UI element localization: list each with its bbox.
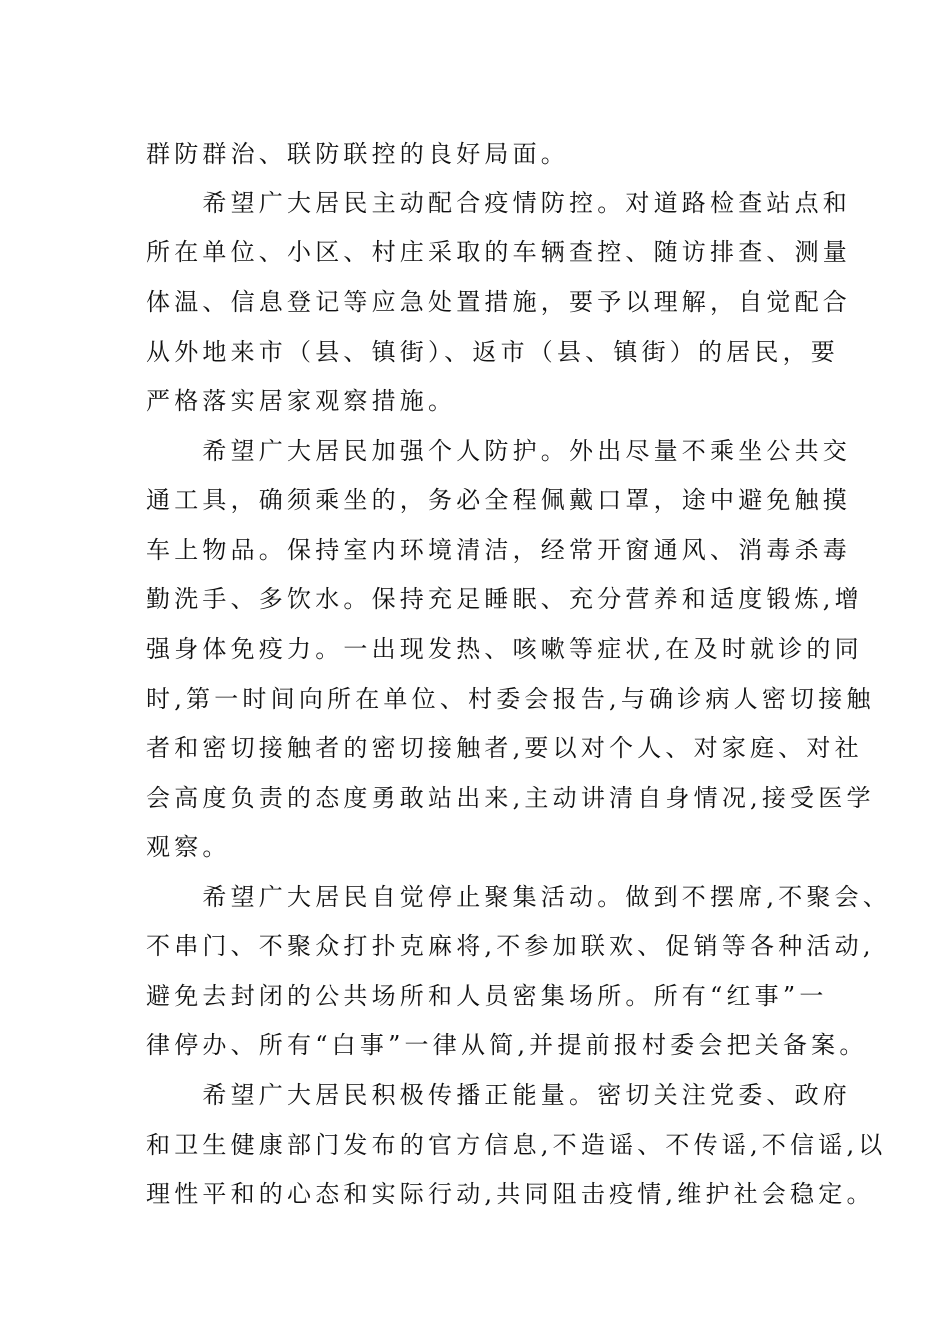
paragraph-start-line: 希望广大居民加强个人防护。外出尽量不乘坐公共交 — [146, 437, 851, 465]
text-line: 严格落实居家观察措施。 — [146, 387, 457, 415]
text-line: 律停办、所有“白事”一律从简,并提前报村委会把关备案。 — [146, 1031, 868, 1059]
text-line: 理性平和的心态和实际行动,共同阻击疫情,维护社会稳定。 — [146, 1180, 875, 1208]
text-line: 通工具，确须乘坐的，务必全程佩戴口罩，途中避免触摸 — [146, 486, 851, 514]
text-line: 车上物品。保持室内环境清洁，经常开窗通风、消毒杀毒 — [146, 536, 851, 564]
text-line: 和卫生健康部门发布的官方信息,不造谣、不传谣,不信谣,以 — [146, 1131, 887, 1159]
text-line: 强身体免疫力。一出现发热、咳嗽等症状,在及时就诊的同 — [146, 635, 863, 663]
text-line: 避免去封闭的公共场所和人员密集场所。所有“红事”一 — [146, 982, 828, 1010]
text-line: 不串门、不聚众打扑克麻将,不参加联欢、促销等各种活动, — [146, 932, 875, 960]
paragraph-start-line: 希望广大居民积极传播正能量。密切关注党委、政府 — [146, 1081, 851, 1109]
text-line: 者和密切接触者的密切接触者,要以对个人、对家庭、对社 — [146, 734, 863, 762]
paragraph-start-line: 希望广大居民主动配合疫情防控。对道路检查站点和 — [146, 189, 851, 217]
text-line: 从外地来市（县、镇街）、返市（县、镇街）的居民，要 — [146, 338, 839, 366]
text-line: 时,第一时间向所在单位、村委会报告,与确诊病人密切接触 — [146, 685, 875, 713]
text-line: 观察。 — [146, 833, 231, 861]
paragraph-start-line: 希望广大居民自觉停止聚集活动。做到不摆席,不聚会、 — [146, 883, 892, 911]
text-line: 会高度负责的态度勇敢站出来,主动讲清自身情况,接受医学 — [146, 784, 875, 812]
text-line: 群防群治、联防联控的良好局面。 — [146, 140, 569, 168]
text-line: 勤洗手、多饮水。保持充足睡眠、充分营养和适度锻炼,增 — [146, 585, 863, 613]
text-line: 体温、信息登记等应急处置措施，要予以理解，自觉配合 — [146, 288, 851, 316]
text-line: 所在单位、小区、村庄采取的车辆查控、随访排查、测量 — [146, 238, 851, 266]
